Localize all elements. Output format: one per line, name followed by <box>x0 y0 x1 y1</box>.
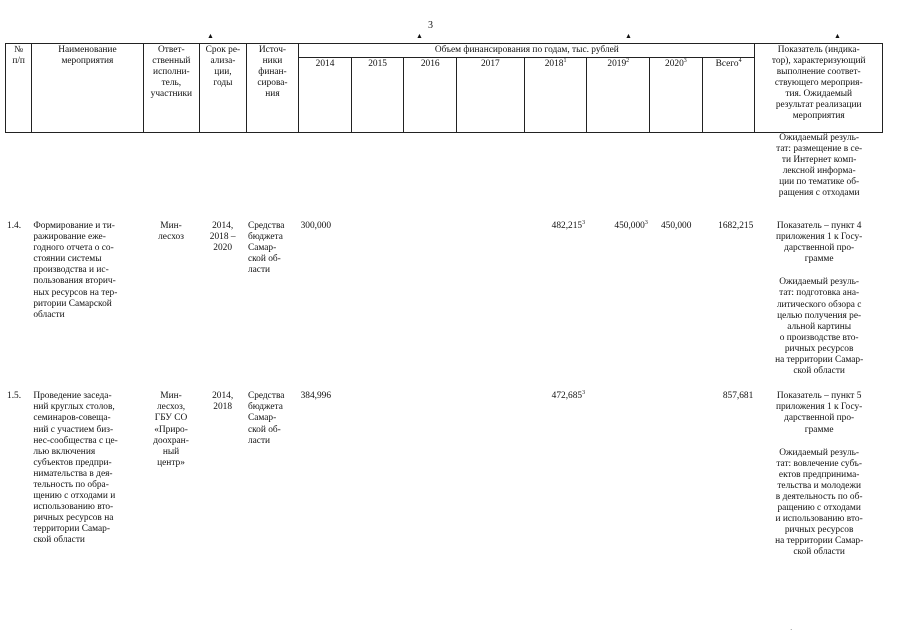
row-total: 857,681 <box>722 391 754 402</box>
row-responsible: Мин- лесхоз <box>158 221 184 243</box>
row-number: 1.4. <box>7 221 22 231</box>
table-row <box>5 391 883 558</box>
row-name: Формирование и ти- ражирование еже- годного отчета о со- стоянии системы производства и ис- пользования вторич- ных ресурсов на тер- ритории Самарской области <box>33 221 118 320</box>
row-value-2015 <box>351 221 404 377</box>
header-year: 2016 <box>404 58 457 133</box>
header-num: № п/п <box>6 44 32 133</box>
header-term: Срок ре- ализа- ции, годы <box>200 44 247 133</box>
continuation-indicator: Ожидаемый резуль- тат: размещение в се- ти Интернет комп- лексной информа- ции по тематике об- ращения с отходами <box>776 133 863 199</box>
row-value-2020 <box>650 391 703 558</box>
indicator-expected-result: Ожидаемый резуль- тат: подготовка ана- литического обзора с целью получения ре- альной картины о производстве вто- ричных ресурсов на территории Самар- ской области <box>775 277 864 377</box>
table-body <box>5 133 883 559</box>
row-value-2018: 482,215$^3$ <box>551 219 586 231</box>
indicator-reference: Показатель – пункт 4 приложения 1 к Госу- дарственной про- грамме <box>775 221 863 265</box>
table-row <box>5 221 883 377</box>
header-year: 2018$^1$ <box>524 58 587 133</box>
header-name: Наименование мероприятия <box>32 44 143 133</box>
table-row <box>5 133 883 211</box>
row-value-2016 <box>404 391 457 558</box>
header-funding: Объем финансирования по годам, тыс. рублей <box>299 44 755 58</box>
row-value-2016 <box>404 221 457 377</box>
row-number: 1.5. <box>7 391 22 402</box>
header-indicator: Показатель (индика- тор), характеризующий выполнение соответ- ствующего мероприя- тия. Ожидаемый результат реализации мероприятия <box>755 44 883 133</box>
header-year: 2020$^3$ <box>650 58 703 133</box>
indicator-expected-result: Ожидаемый резуль- тат: вовлечение субъ- ектов предпринима- тельства и молодежи в деятельность по об- ращению с отходами и использованию вто- ричных ресурсов на территории Самар- ской области <box>775 447 864 558</box>
header-source: Источ- ники финан- сирова- ния <box>246 44 299 133</box>
row-value-2014: 300,000 <box>300 221 332 231</box>
row-value-2017 <box>457 221 525 377</box>
row-term: 2014, 2018 – 2020 <box>209 221 236 254</box>
header-responsible: Ответ- ственный исполни- тель, участники <box>143 44 200 133</box>
row-value-2015 <box>351 391 404 558</box>
row-value-2019 <box>587 391 650 558</box>
row-term: 2014, 2018 <box>212 391 234 413</box>
scan-mark: ▲ <box>625 32 632 40</box>
row-value-2018: 472,685$^3$ <box>551 390 586 402</box>
header-year: 2019$^2$ <box>587 58 650 133</box>
row-total: 1682,215 <box>718 221 754 231</box>
row-name: Проведение заседа- ний круглых столов, семинаров-совеща- ний с участием биз- нес-сообщества с це- лью включения субъектов предпри- нимательства в дея- тельность по обра- щению с отходами и использованию вто- ричных ресурсов на территории Самар- ской области <box>33 391 118 546</box>
table-header <box>5 43 883 133</box>
scan-mark: ▲ <box>207 32 214 40</box>
page-number: 3 <box>428 20 433 31</box>
row-value-2020: 450,000 <box>660 221 692 231</box>
row-value-2014: 384,996 <box>300 391 332 402</box>
row-value-2019: 450,000$^3$ <box>614 219 648 231</box>
row-indicator <box>755 221 883 377</box>
row-responsible: Мин- лесхоз, ГБУ СО «Приро- доохран- ный центр» <box>153 391 189 468</box>
row-source: Средства бюджета Самар- ской об- ласти <box>247 391 285 446</box>
header-year: 2017 <box>456 58 524 133</box>
row-value-2017 <box>457 391 525 558</box>
header-total: Всего$^4$ <box>702 58 755 133</box>
row-source: Средства бюджета Самар- ской об- ласти <box>247 221 285 276</box>
scan-dot: · <box>790 626 793 634</box>
row-indicator <box>755 391 883 558</box>
scan-mark: ▲ <box>834 32 841 40</box>
header-year: 2015 <box>351 58 404 133</box>
scan-mark: ▲ <box>416 32 423 40</box>
indicator-reference: Показатель – пункт 5 приложения 1 к Госу- дарственной про- грамме <box>775 391 863 435</box>
header-year: 2014 <box>299 58 352 133</box>
